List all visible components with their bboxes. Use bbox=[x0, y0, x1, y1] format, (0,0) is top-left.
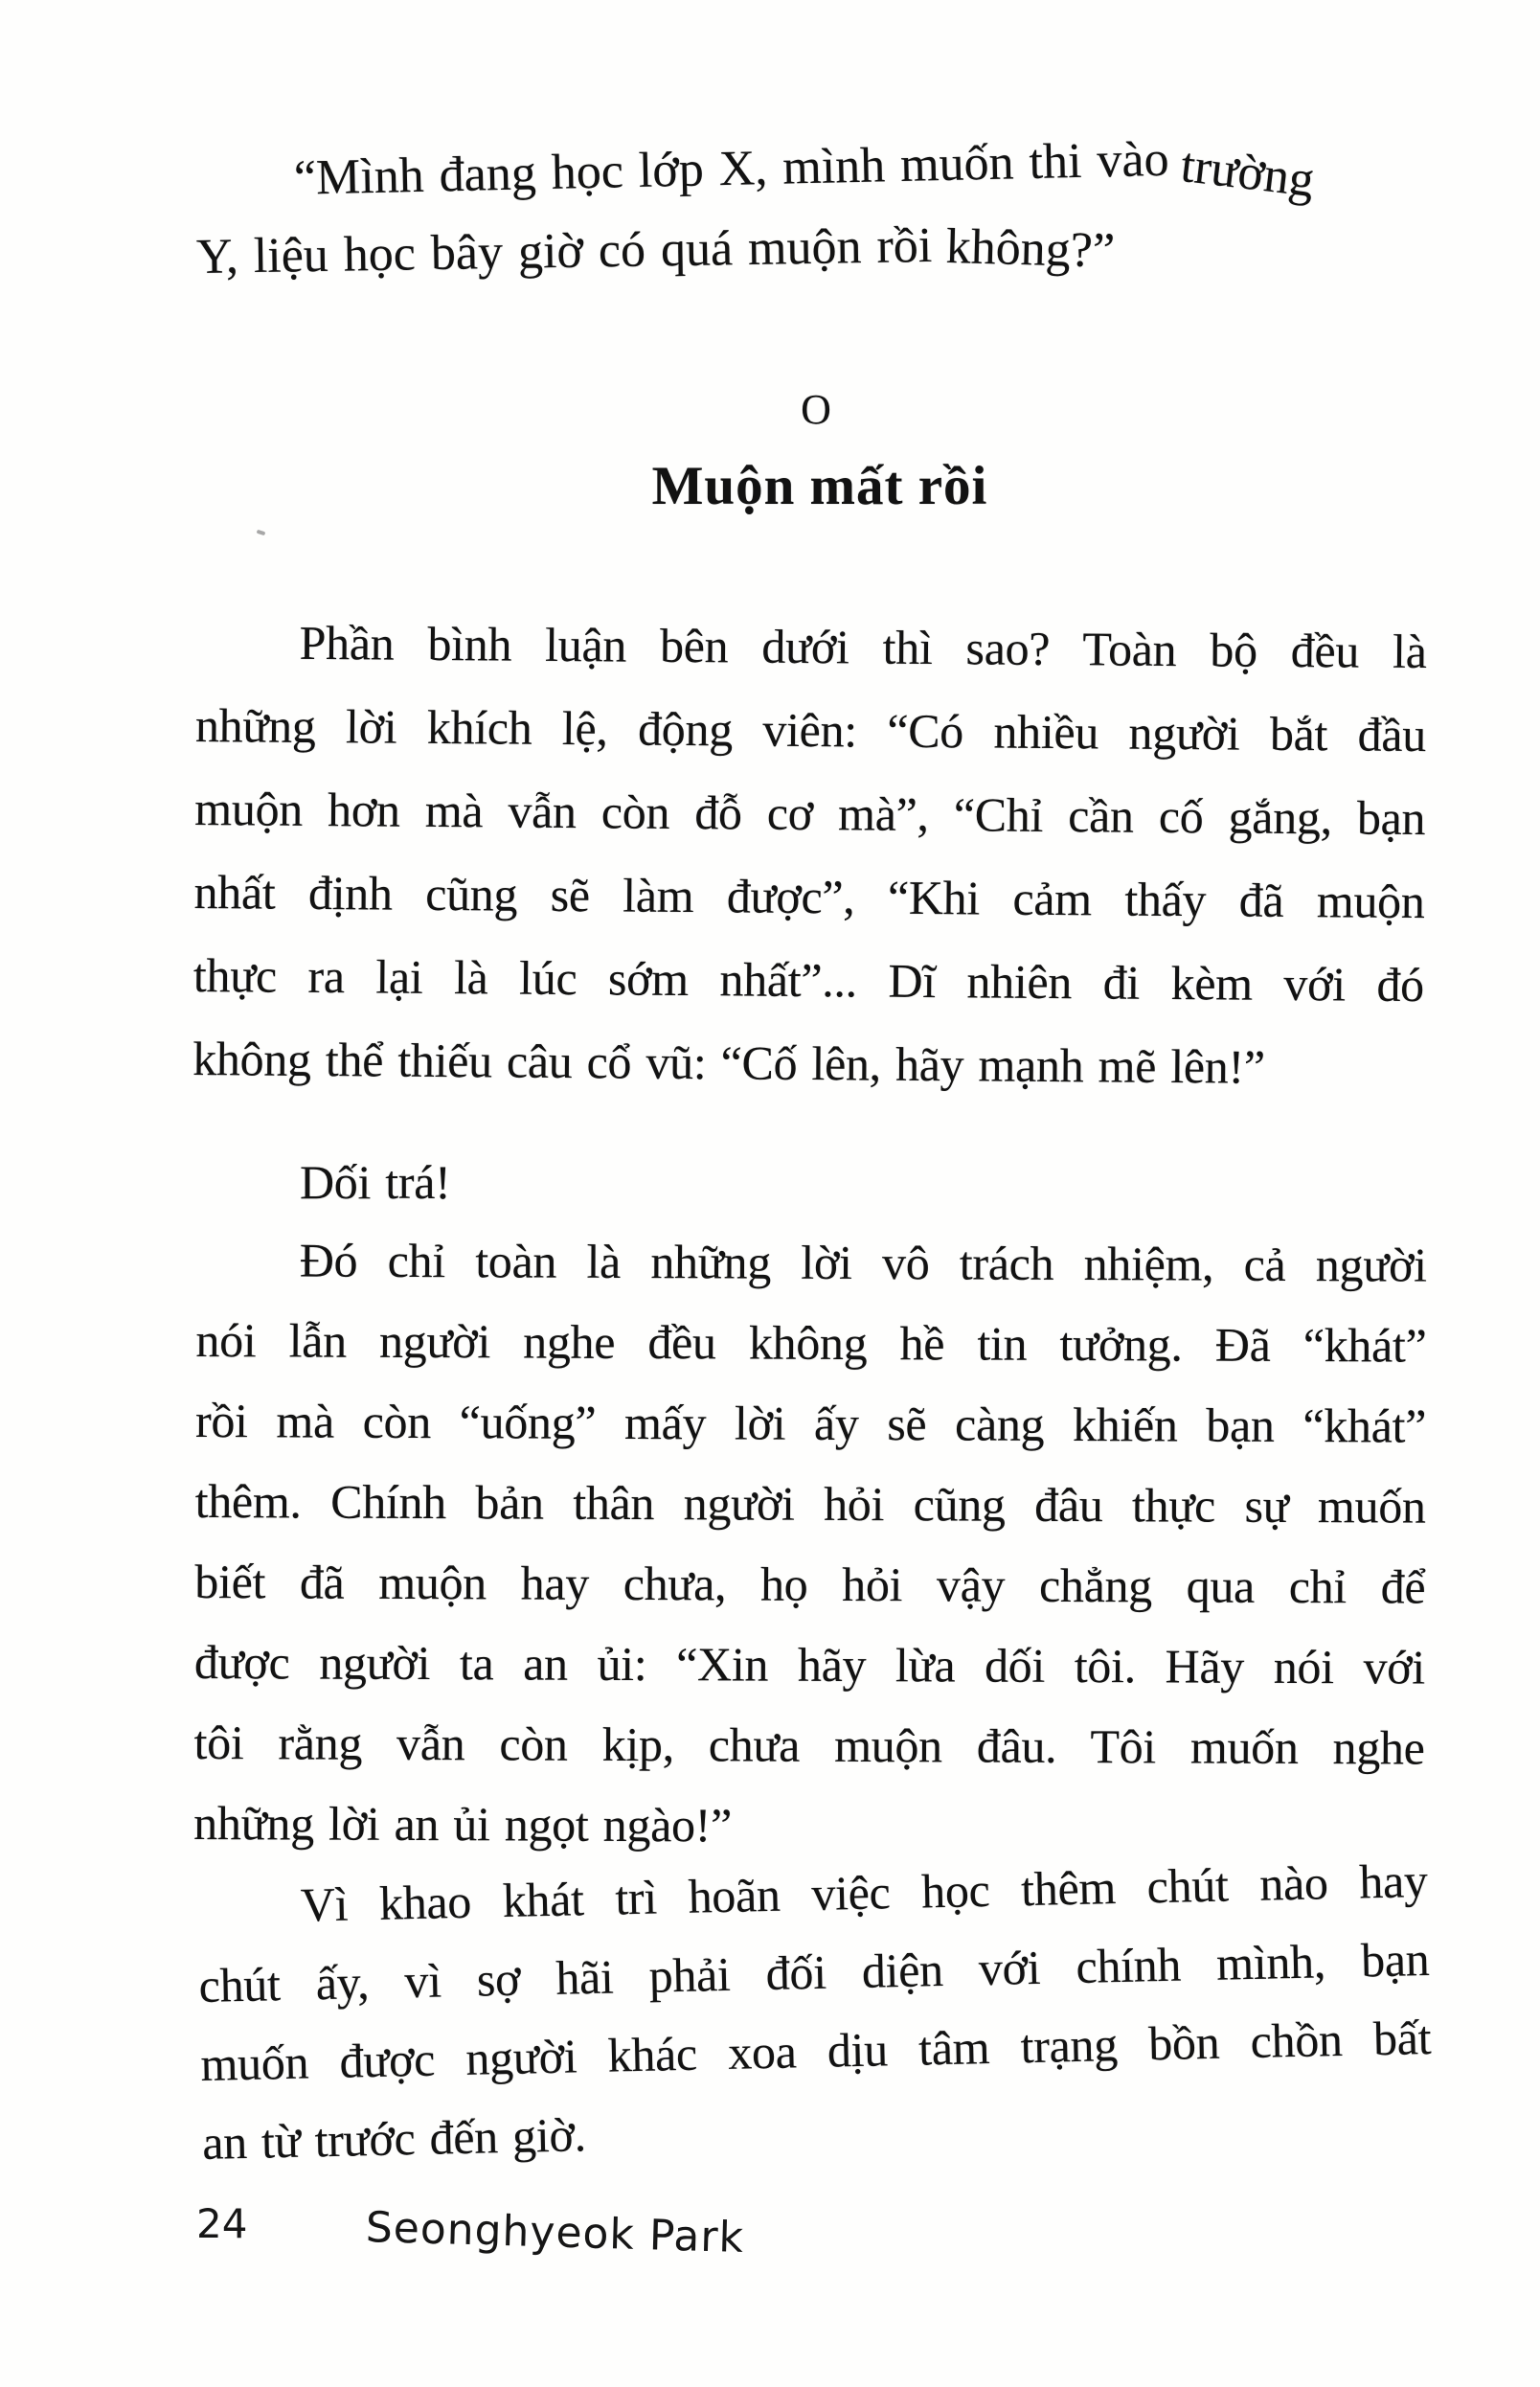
text-line: thực ra lại là lúc sớm nhất”... Dĩ nhiên đi kèm với đó bbox=[192, 947, 1425, 1012]
scan-speck bbox=[257, 530, 266, 536]
section-divider-marker: O bbox=[801, 386, 831, 433]
text-line: Dối trá! bbox=[300, 1155, 451, 1209]
text-line: nhất định cũng sẽ làm được”, “Khi cảm thấy đã muộn bbox=[193, 864, 1425, 929]
text-line: chút ấy, vì sợ hãi phải đối diện với chính mình, bạn bbox=[198, 1931, 1430, 2012]
text-line: thêm. Chính bản thân người hỏi cũng đâu thực sự muốn bbox=[194, 1473, 1426, 1534]
text-line: không thể thiếu câu cổ vũ: “Cố lên, hãy mạnh mẽ lên!” bbox=[192, 1031, 1265, 1094]
text-line: được người ta an ủi: “Xin hãy lừa dối tôi. Hãy nói với bbox=[193, 1634, 1426, 1694]
text-line: những lời an ủi ngọt ngào!” bbox=[193, 1795, 733, 1853]
author-name: Seonghyeok Park bbox=[364, 2203, 745, 2263]
text-line: Đó chỉ toàn là những lời vô trách nhiệm, cả người bbox=[299, 1233, 1427, 1292]
text-line: Vì khao khát trì hoãn việc học thêm chút nào hay bbox=[300, 1853, 1429, 1932]
text-line: muộn hơn mà vẫn còn đỗ cơ mà”, “Chỉ cần cố gắng, bạn bbox=[194, 781, 1426, 846]
quote-line-2 bbox=[195, 201, 1441, 295]
paragraph-1 bbox=[192, 601, 1427, 1110]
quote-line-1-text: “Mình đang học lớp X, mình muốn thi vào bbox=[293, 131, 1170, 206]
paragraph-4 bbox=[196, 1841, 1434, 2182]
page-footer bbox=[196, 2199, 1250, 2263]
paragraph-2 bbox=[196, 1141, 1427, 1224]
paragraph-3 bbox=[193, 1219, 1427, 1869]
text-line: rồi mà còn “uống” mấy lời ấy sẽ càng khiến bạn “khát” bbox=[194, 1393, 1427, 1453]
text-line: biết đã muộn hay chưa, họ hỏi vậy chẳng qua chỉ để bbox=[194, 1554, 1426, 1614]
quote-line-2-text: Y, liệu học bây giờ có quá muộn rồi bbox=[195, 217, 933, 284]
text-line: Phần bình luận bên dưới thì sao? Toàn bộ đều là bbox=[299, 615, 1427, 679]
text-line: nói lẫn người nghe đều không hề tin tưởng. Đã “khát” bbox=[195, 1312, 1427, 1373]
text-line: những lời khích lệ, động viên: “Có nhiều người bắt đầu bbox=[194, 697, 1427, 762]
quote-line-2-tail: không?” bbox=[944, 218, 1116, 279]
text-line: an từ trước đến giờ. bbox=[201, 2107, 587, 2170]
text-line: muốn được người khác xoa dịu tâm trạng bồn chồn bất bbox=[199, 2010, 1432, 2091]
text-line: tôi rằng vẫn còn kịp, chưa muộn đâu. Tôi muốn nghe bbox=[193, 1715, 1425, 1775]
chapter-title: Muộn mất rồi bbox=[651, 456, 988, 516]
quote-line-1-tail: trường bbox=[1178, 137, 1318, 208]
page-number: 24 bbox=[196, 2200, 248, 2247]
